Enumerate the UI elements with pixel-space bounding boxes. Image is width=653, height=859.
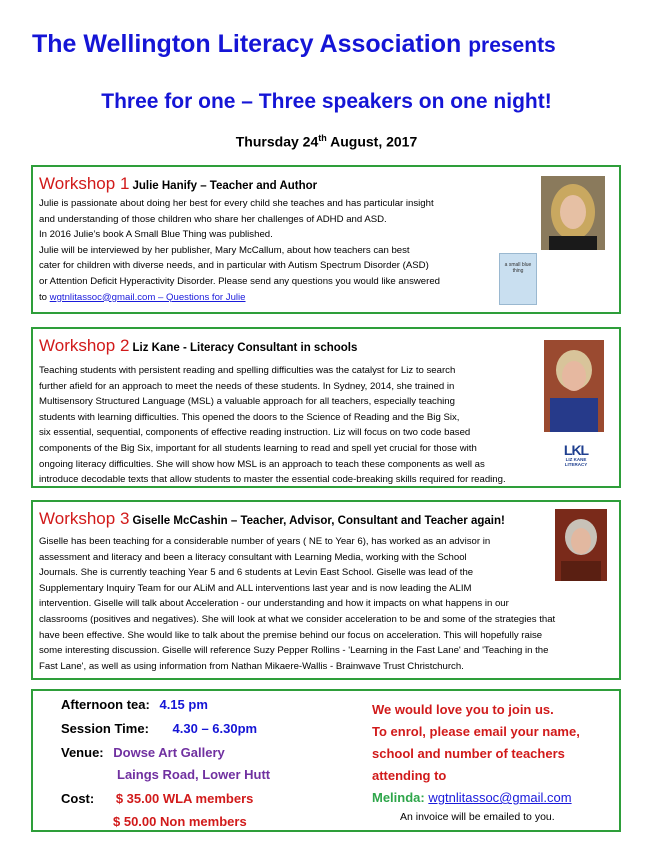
page-subtitle: Three for one – Three speakers on one night! bbox=[101, 90, 552, 113]
description-line: intervention. Giselle will talk about Acceleration - our understanding and how it impacts on what happens in our bbox=[39, 598, 509, 610]
liz-kane-literacy-logo: LKL LIZ KANE LITERACY bbox=[563, 442, 589, 467]
event-date: Thursday 24th August, 2017 bbox=[235, 133, 418, 150]
workshop-3-heading bbox=[39, 509, 505, 529]
contact-name: Melinda: bbox=[372, 790, 425, 805]
speaker-photo-julie bbox=[541, 176, 605, 250]
description-line: cater for children with diverse needs, and in particular with Autism Spectrum Disorder (ASD) bbox=[39, 260, 429, 272]
description-line: Multisensory Structured Language (MSL) a valuable approach for all teachers, especially teaching bbox=[39, 396, 455, 408]
description-line: students with learning difficulties. This opened the doors to the Science of Reading and the Big Six, bbox=[39, 411, 460, 423]
description-line: Julie is passionate about doing her best for every child she teaches and has particular insight bbox=[39, 198, 434, 209]
description-line: assessment and literacy and been a literacy consultant with Learning Media, working with the School bbox=[39, 551, 467, 563]
workshop-3-label: Workshop 3 bbox=[39, 509, 130, 528]
questions-email-link[interactable]: wgtnlitassoc@gmail.com – Questions for Julie bbox=[49, 291, 246, 303]
enrol-line: school and number of teachers bbox=[372, 746, 565, 761]
workshop-2-description bbox=[39, 363, 506, 488]
workshop-3-box bbox=[31, 500, 621, 680]
workshop-1-heading bbox=[39, 174, 317, 194]
description-line: In 2016 Julie’s book A Small Blue Thing was published. bbox=[39, 229, 273, 241]
invoice-note: An invoice will be emailed to you. bbox=[400, 811, 555, 823]
enrol-line: To enrol, please email your name, bbox=[372, 724, 580, 739]
description-line: Journals. She is currently teaching Year 5 and 6 students at Levin East School. Giselle was lead of the bbox=[39, 567, 474, 579]
workshop-3-description bbox=[39, 534, 555, 674]
speaker-photo-giselle bbox=[555, 509, 607, 581]
description-line: classrooms (positives and negatives). She will look at what we consider acceleration to be and some of the strategies that bbox=[39, 613, 556, 625]
cost-row: Cost: $ 35.00 WLA members bbox=[61, 791, 254, 806]
description-line: Julie will be interviewed by her publisher, Mary McCallum, about how teachers can best bbox=[39, 244, 410, 256]
presents-word: presents bbox=[468, 34, 556, 57]
description-line: Supplementary Inquiry Team for our ALiM and ALL interventions last year and is now leading the ALIM bbox=[39, 582, 472, 594]
description-line: six essential, sequential, components of effective reading instruction. Liz will focus on two code based bbox=[39, 427, 471, 439]
description-line: Fast Lane', as well as using information from Nathan Mikaere-Wallis - Brainwave Trust Christchurch. bbox=[39, 660, 464, 672]
description-line: some interesting discussion. Giselle will reference Suzy Pepper Rollins - 'Learning in the Fast Lane' and 'Teaching in the bbox=[39, 645, 549, 657]
workshop-2-heading bbox=[39, 336, 357, 356]
workshop-2-speaker: Liz Kane - Literacy Consultant in schools bbox=[132, 342, 358, 354]
description-line: introduce decodable texts that allow students to master the essential code-breaking skills required for reading. bbox=[39, 474, 506, 486]
org-name: The Wellington Literacy Association bbox=[32, 30, 462, 58]
description-line: Giselle has been teaching for a considerable number of years ( NE to Year 6), has worked as an advisor in bbox=[39, 536, 491, 547]
venue-row: Venue: Dowse Art Gallery bbox=[61, 745, 225, 760]
event-info-box bbox=[31, 689, 621, 832]
questions-line: to wgtnlitassoc@gmail.com – Questions for Julie bbox=[39, 291, 246, 303]
cost-non-members: $ 50.00 Non members bbox=[113, 814, 247, 829]
description-line: components of the Big Six, important for all students learning to read and spell yet crucial for those with bbox=[39, 442, 477, 454]
enrol-line: attending to bbox=[372, 768, 447, 783]
description-line: Teaching students with persistent reading and spelling difficulties was the catalyst for Liz to search bbox=[39, 365, 456, 376]
description-line: and understanding of those children who share her challenges of ADHD and ASD. bbox=[39, 213, 387, 225]
contact-line bbox=[372, 787, 617, 809]
afternoon-tea-row: Afternoon tea: 4.15 pm bbox=[61, 697, 208, 712]
description-line: ongoing literacy difficulties. She will show how MSL is an approach to teach these components as well as bbox=[39, 458, 485, 470]
description-line: have been effective. She would like to talk about the premise behind our focus on acceleration. This will hopefully raise bbox=[39, 629, 543, 641]
workshop-3-speaker: Giselle McCashin – Teacher, Advisor, Consultant and Teacher again! bbox=[132, 515, 505, 527]
session-time-row: Session Time: 4.30 – 6.30pm bbox=[61, 721, 258, 736]
workshop-1-speaker: Julie Hanify – Teacher and Author bbox=[132, 180, 318, 192]
workshop-1-description bbox=[39, 196, 440, 305]
page-title bbox=[32, 30, 632, 59]
workshop-1-label: Workshop 1 bbox=[39, 174, 130, 193]
workshop-2-label: Workshop 2 bbox=[39, 336, 130, 355]
speaker-photo-liz bbox=[544, 340, 604, 432]
description-line: further afield for an approach to meet the needs of these students. In Sydney, 2014, she trained in bbox=[39, 380, 455, 392]
venue-address: Laings Road, Lower Hutt bbox=[117, 767, 271, 782]
contact-email-link[interactable]: wgtnlitassoc@gmail.com bbox=[428, 790, 572, 805]
book-cover-image: a small blue thing bbox=[499, 253, 537, 305]
workshop-2-box bbox=[31, 327, 621, 488]
enrol-info bbox=[372, 699, 617, 825]
enrol-line: We would love you to join us. bbox=[372, 702, 554, 717]
workshop-1-box bbox=[31, 165, 621, 314]
description-line: or Attention Deficit Hyperactivity Disorder. Please send any questions you would like answered bbox=[39, 275, 441, 287]
